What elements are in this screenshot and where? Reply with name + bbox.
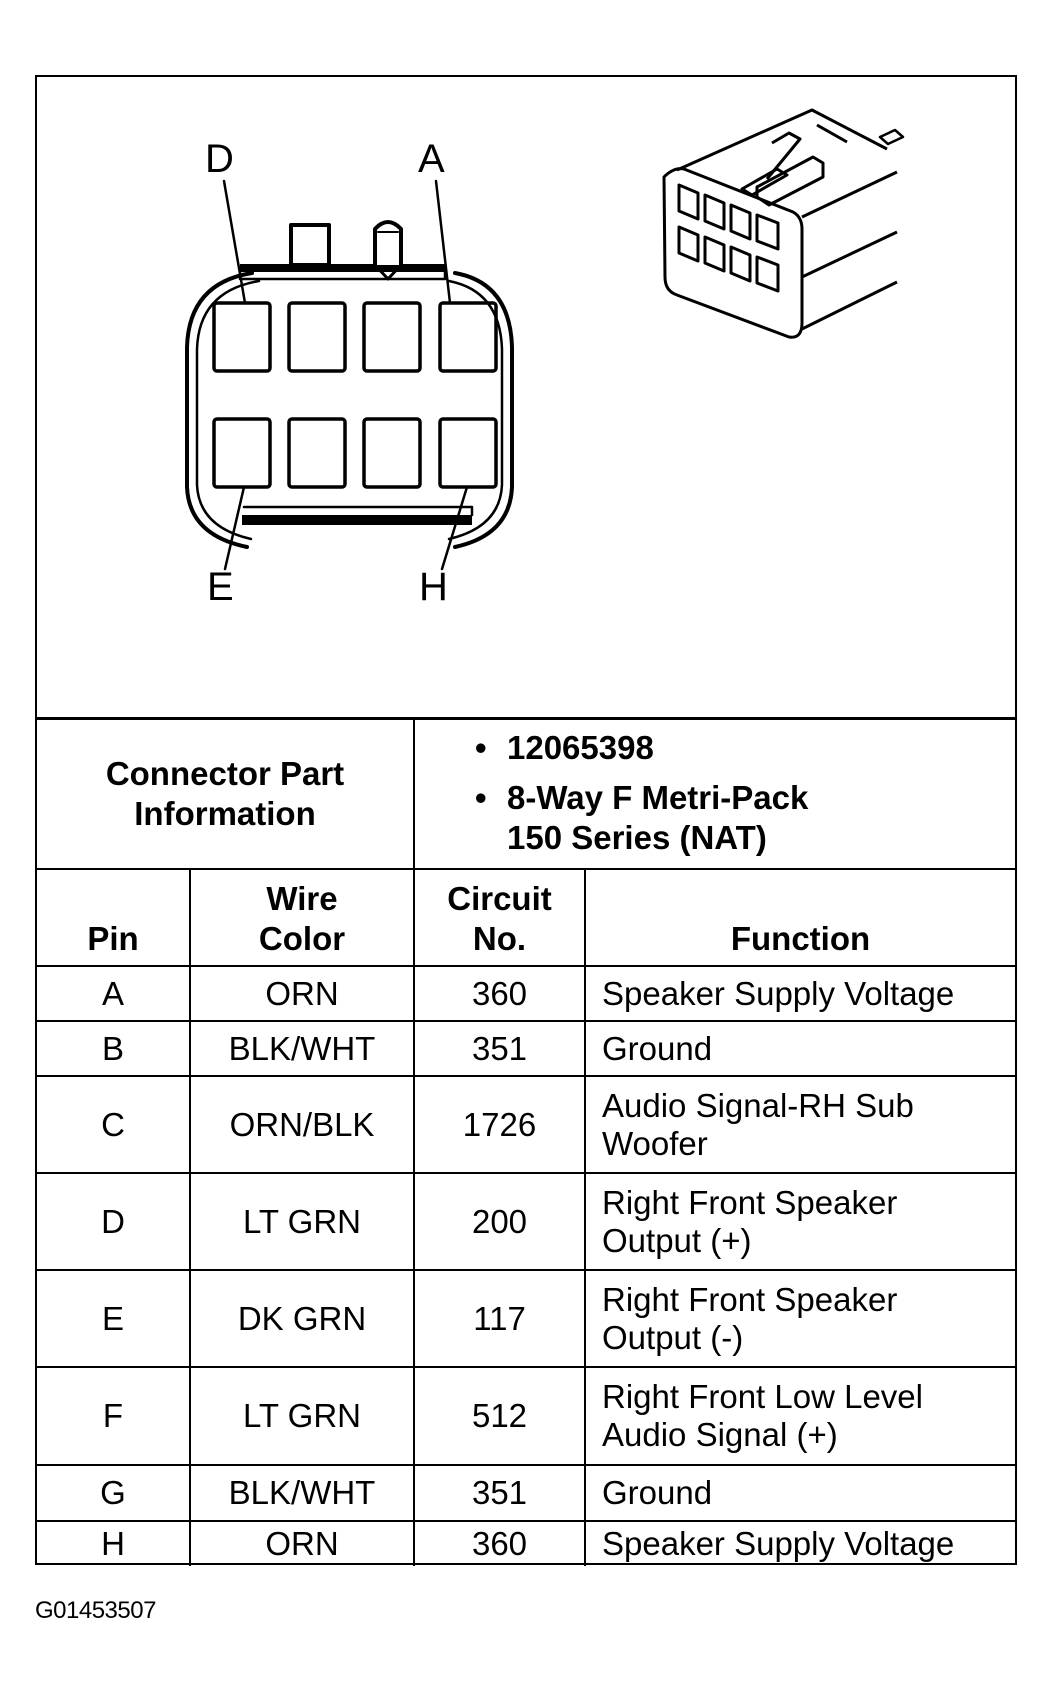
pin-label-h: H	[419, 565, 448, 609]
wire-color-cell: ORN/BLK	[190, 1076, 414, 1173]
circuit-cell: 360	[414, 966, 585, 1021]
table-header-row	[37, 869, 1015, 966]
header-function: Function	[585, 869, 1015, 966]
connector-type-line2: 150 Series (NAT)	[507, 819, 767, 856]
connector-info-label-line1: Connector Part	[105, 755, 345, 792]
table-row	[37, 1270, 1015, 1367]
bullet-icon: •	[475, 729, 487, 766]
circuit-cell: 200	[414, 1173, 585, 1270]
function-cell: Right Front Speaker Output (+)	[585, 1173, 1015, 1270]
figure-id: G01453507	[35, 1597, 156, 1624]
circuit-cell: 351	[414, 1465, 585, 1521]
connector-info-row	[37, 719, 1015, 870]
header-wire-color: Wire Color	[190, 869, 414, 966]
function-cell: Ground	[585, 1465, 1015, 1521]
function-cell: Ground	[585, 1021, 1015, 1076]
function-cell: Speaker Supply Voltage	[585, 1521, 1015, 1566]
function-cell: Right Front Low Level Audio Signal (+)	[585, 1367, 1015, 1465]
wire-color-cell: ORN	[190, 966, 414, 1021]
table-row	[37, 1367, 1015, 1465]
connector-part-number	[475, 728, 1015, 768]
pin-label-a: A	[418, 137, 445, 181]
table-row	[37, 1021, 1015, 1076]
wire-color-cell: LT GRN	[190, 1173, 414, 1270]
pin-label-e: E	[207, 565, 234, 609]
wire-color-cell: ORN	[190, 1521, 414, 1566]
connector-type-line1: 8-Way F Metri-Pack	[507, 779, 809, 816]
connector-info-values	[414, 719, 1015, 870]
connector-isometric-drawing	[664, 110, 903, 337]
table-row	[37, 1465, 1015, 1521]
pin-cell: E	[37, 1270, 190, 1367]
header-pin: Pin	[37, 869, 190, 966]
function-cell: Right Front Speaker Output (-)	[585, 1270, 1015, 1367]
pin-cell: D	[37, 1173, 190, 1270]
table-row	[37, 966, 1015, 1021]
pin-cell: A	[37, 966, 190, 1021]
pin-cell: F	[37, 1367, 190, 1465]
pinout-table	[37, 717, 1015, 1566]
connector-face-view-drawing	[37, 77, 1015, 717]
pin-cell: C	[37, 1076, 190, 1173]
circuit-cell: 1726	[414, 1076, 585, 1173]
circuit-cell: 351	[414, 1021, 585, 1076]
bullet-icon: •	[475, 779, 487, 816]
table-row	[37, 1076, 1015, 1173]
table-row	[37, 1173, 1015, 1270]
header-circuit-no: Circuit No.	[414, 869, 585, 966]
circuit-cell: 360	[414, 1521, 585, 1566]
circuit-cell: 117	[414, 1270, 585, 1367]
circuit-cell: 512	[414, 1367, 585, 1465]
connector-figure	[35, 75, 1017, 1565]
connector-info-label-line2: Information	[134, 795, 316, 832]
wire-color-cell: BLK/WHT	[190, 1465, 414, 1521]
wire-color-cell: BLK/WHT	[190, 1021, 414, 1076]
wire-color-cell: DK GRN	[190, 1270, 414, 1367]
connector-type	[475, 778, 1015, 858]
connector-info-label	[37, 719, 414, 870]
pin-cell: H	[37, 1521, 190, 1566]
function-cell: Audio Signal-RH Sub Woofer	[585, 1076, 1015, 1173]
table-row	[37, 1521, 1015, 1566]
pin-cell: B	[37, 1021, 190, 1076]
part-number-text: 12065398	[507, 729, 654, 766]
pin-cell: G	[37, 1465, 190, 1521]
pin-label-d: D	[205, 137, 234, 181]
connector-diagram	[37, 77, 1015, 717]
wire-color-cell: LT GRN	[190, 1367, 414, 1465]
function-cell: Speaker Supply Voltage	[585, 966, 1015, 1021]
